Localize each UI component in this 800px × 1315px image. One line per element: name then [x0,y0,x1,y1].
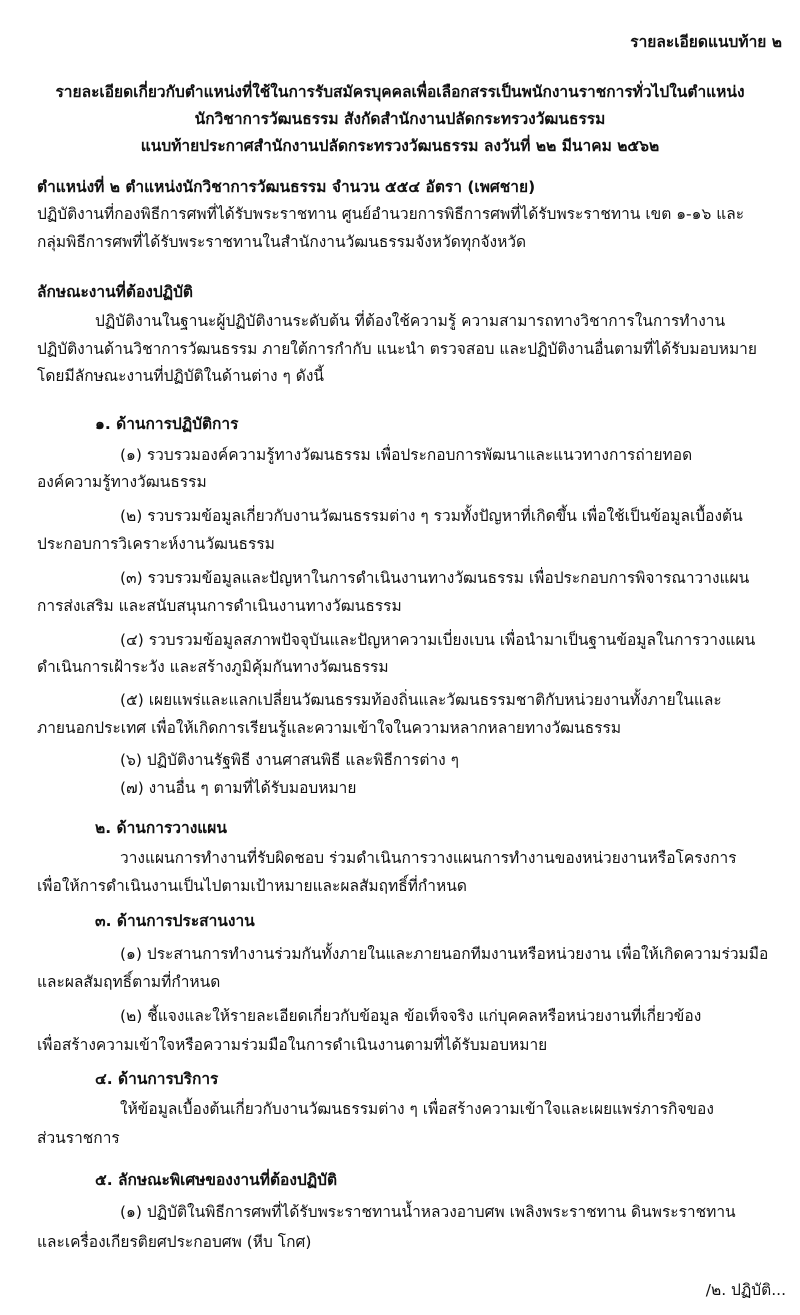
title-line-2: นักวิชาการวัฒนธรรม สังกัดสำนักงานปลัดกระทรวงวัฒนธรรม [194,110,606,128]
section-1-item: (๔) รวบรวมข้อมูลสภาพปัจจุบันและปัญหาความเบี่ยงเบน เพื่อนำมาเป็นฐานข้อมูลในการวางแผน [120,631,756,649]
section-1-item: ภายนอกประเทศ เพื่อให้เกิดการเรียนรู้และความเข้าใจในความหลากหลายทางวัฒนธรรม [37,719,622,737]
section-1-item: องค์ความรู้ทางวัฒนธรรม [37,473,207,491]
section-1-item: (๗) งานอื่น ๆ ตามที่ได้รับมอบหมาย [120,779,357,797]
section-2-heading: ๒. ด้านการวางแผน [95,819,227,837]
section-3-item: (๑) ประสานการทำงานร่วมกันทั้งภายในและภายนอกทีมงานหรือหน่วยงาน เพื่อให้เกิดความร่วมมือ [120,945,769,963]
section-4-text: ส่วนราชการ [37,1129,120,1147]
section-4-heading: ๔. ด้านการบริการ [95,1070,219,1088]
position-heading: ตำแหน่งที่ ๒ ตำแหน่งนักวิชาการวัฒนธรรม จำนวน ๕๕๔ อัตรา (เพศชาย) [37,178,536,196]
section-3-item: และผลสัมฤทธิ์ตามที่กำหนด [37,973,221,991]
duties-intro: โดยมีลักษณะงานที่ปฏิบัติในด้านต่าง ๆ ดังนี้ [37,367,325,385]
section-3-heading: ๓. ด้านการประสานงาน [95,912,255,930]
attachment-reference: รายละเอียดแนบท้าย ๒ [630,33,782,51]
section-1-item: การส่งเสริม และสนับสนุนการดำเนินงานทางวัฒนธรรม [37,597,402,615]
section-1-item: (๒) รวบรวมข้อมูลเกี่ยวกับงานวัฒนธรรมต่าง ๆ รวมทั้งปัญหาที่เกิดขึ้น เพื่อใช้เป็นข้อมูลเบื้องต้น [120,507,743,525]
duties-intro: ปฏิบัติงานด้านวิชาการวัฒนธรรม ภายใต้การกำกับ แนะนำ ตรวจสอบ และปฏิบัติงานอื่นตามที่ได้รับมอบหมาย [37,340,757,358]
section-1-item: ดำเนินการเฝ้าระวัง และสร้างภูมิคุ้มกันทางวัฒนธรรม [37,658,389,676]
section-1-item: ประกอบการวิเคราะห์งานวัฒนธรรม [37,535,275,553]
section-1-item: (๖) ปฏิบัติงานรัฐพิธี งานศาสนพิธี และพิธีการต่าง ๆ [120,751,459,769]
section-1-item: (๓) รวบรวมข้อมูลและปัญหาในการดำเนินงานทางวัฒนธรรม เพื่อประกอบการพิจารณาวางแผน [120,569,750,587]
title-line-3: แนบท้ายประกาศสำนักงานปลัดกระทรวงวัฒนธรรม ลงวันที่ ๒๒ มีนาคม ๒๕๖๒ [140,137,660,155]
section-3-item: (๒) ชี้แจงและให้รายละเอียดเกี่ยวกับข้อมูล ข้อเท็จจริง แก่บุคคลหรือหน่วยงานที่เกี่ยวข้อง [120,1007,702,1025]
section-1-heading: ๑. ด้านการปฏิบัติการ [95,415,239,433]
section-2-text: วางแผนการทำงานที่รับผิดชอบ ร่วมดำเนินการวางแผนการทำงานของหน่วยงานหรือโครงการ [120,849,737,867]
duties-heading: ลักษณะงานที่ต้องปฏิบัติ [37,283,193,301]
section-5-text: และเครื่องเกียรติยศประกอบศพ (หีบ โกศ) [37,1233,312,1251]
section-1-item: (๕) เผยแพร่และแลกเปลี่ยนวัฒนธรรมท้องถิ่นและวัฒนธรรมชาติกับหน่วยงานทั้งภายในและ [120,691,722,709]
section-2-text: เพื่อให้การดำเนินงานเป็นไปตามเป้าหมายและผลสัมฤทธิ์ที่กำหนด [37,877,467,895]
section-5-heading: ๕. ลักษณะพิเศษของงานที่ต้องปฏิบัติ [95,1171,338,1189]
position-text: กลุ่มพิธีการศพที่ได้รับพระราชทานในสำนักงานวัฒนธรรมจังหวัดทุกจังหวัด [37,233,527,251]
duties-intro: ปฏิบัติงานในฐานะผู้ปฏิบัติงานระดับต้น ที่ต้องใช้ความรู้ ความสามารถทางวิชาการในการทำงาน [95,312,726,330]
section-1-item: (๑) รวบรวมองค์ความรู้ทางวัฒนธรรม เพื่อประกอบการพัฒนาและแนวทางการถ่ายทอด [120,446,693,464]
title-line-1: รายละเอียดเกี่ยวกับตำแหน่งที่ใช้ในการรับสมัครบุคคลเพื่อเลือกสรรเป็นพนักงานราชการทั่วไปในตำแหน่ง [55,83,745,101]
continued-marker: /๒. ปฏิบัติ... [705,1281,786,1299]
section-4-text: ให้ข้อมูลเบื้องต้นเกี่ยวกับงานวัฒนธรรมต่าง ๆ เพื่อสร้างความเข้าใจและเผยแพร่ภารกิจของ [120,1100,714,1118]
position-text: ปฏิบัติงานที่กองพิธีการศพที่ได้รับพระราชทาน ศูนย์อำนวยการพิธีการศพที่ได้รับพระราชทาน เขต ๑-๑๖ และ [37,205,745,223]
section-3-item: เพื่อสร้างความเข้าใจหรือความร่วมมือในการดำเนินงานตามที่ได้รับมอบหมาย [37,1036,548,1054]
section-5-text: (๑) ปฏิบัติในพิธีการศพที่ได้รับพระราชทานน้ำหลวงอาบศพ เพลิงพระราชทาน ดินพระราชทาน [120,1203,736,1221]
